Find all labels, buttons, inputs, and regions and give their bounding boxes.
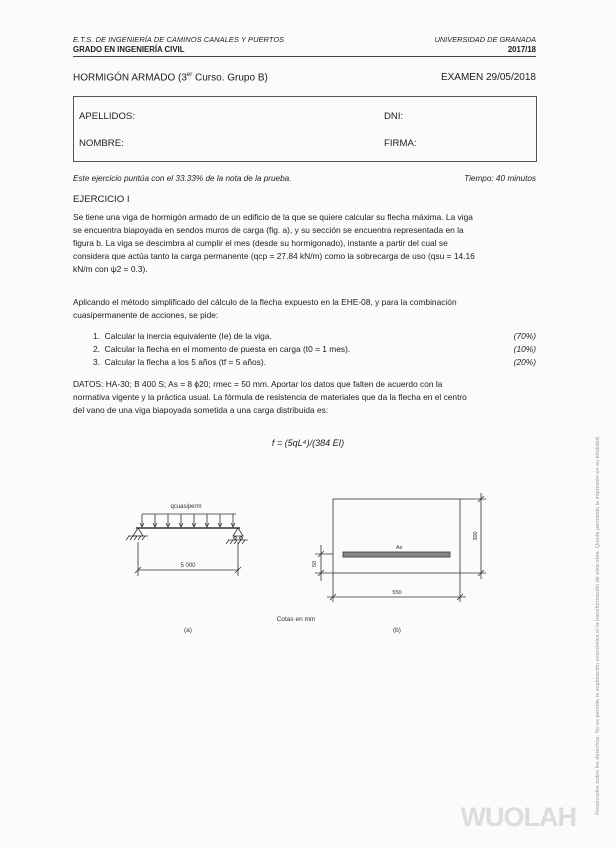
- method-paragraph: [73, 296, 536, 322]
- method-line: Aplicando el método simplificado del cálculo de la flecha expuesto en la EHE-08, y para la combinación: [73, 297, 457, 307]
- span-dimension: [135, 542, 241, 576]
- rebar-label: As: [396, 545, 403, 551]
- rights-side-note: [592, 255, 602, 815]
- data-line: DATOS: HA-30; B 400 S; As = 8 ϕ20; rmec = 50 mm. Aportar los datos que falten de acuerdo con la: [73, 379, 443, 389]
- load-label: qcuasiperm: [170, 504, 202, 510]
- intro-line: considera que actúa tanto la carga permanente (qcp = 27.84 kN/m) como la sobrecarga de uso (qsu = 14.16: [73, 251, 475, 261]
- time-limit: Tiempo: 40 minutos: [464, 174, 536, 183]
- caption-b: (b): [393, 627, 401, 634]
- intro-line: figura b. La viga se descimbra al cumplir el mes (desde su hormigonado), instante a partir del cual se: [73, 238, 448, 248]
- surname-label: APELLIDOS:: [79, 111, 135, 122]
- width-dimension: [327, 573, 466, 602]
- course-title: HORMIGÓN ARMADO (3er Curso. Grupo B): [73, 72, 268, 84]
- right-support: [226, 528, 248, 544]
- section-outline: [333, 499, 460, 573]
- task-weight: (20%): [513, 357, 536, 367]
- header-rule: [73, 56, 536, 57]
- degree-name: GRADO EN INGENIERÍA CIVIL: [73, 45, 185, 54]
- academic-year: 2017/18: [507, 45, 536, 54]
- height-label: 300: [473, 531, 479, 541]
- data-paragraph: [73, 378, 536, 417]
- data-line: del vano de una viga biapoyada sometida a una carga distribuida es:: [73, 405, 329, 415]
- grade-note: Este ejercicio puntúa con el 33.33% de la nota de la prueba.: [73, 174, 292, 183]
- university-name: UNIVERSIDAD DE GRANADA: [434, 35, 536, 44]
- section-diagram: [312, 493, 486, 602]
- exam-date: EXAMEN 29/05/2018: [440, 72, 536, 83]
- intro-line: Se tiene una viga de hormigón armado de un edificio de la que se quiere calcular su flecha máxima. La viga: [73, 212, 473, 222]
- caption-a: (a): [184, 627, 192, 634]
- span-label: 5 000: [180, 563, 196, 569]
- task-item: 2. Calcular la flecha en el momento de puesta en carga (t0 = 1 mes).: [93, 344, 351, 354]
- task-item: 1. Calcular la inercia equivalente (Ie) de la viga.: [93, 331, 272, 341]
- student-id-box: [73, 96, 537, 162]
- units-note: Cotas en mm: [276, 616, 316, 623]
- wuolah-watermark: WUOLAH: [460, 802, 576, 832]
- intro-line: se encuentra biapoyada en sendos muros de carga (fig. a), y su sección se encuentra representada en la: [73, 225, 464, 235]
- data-line: normativa vigente y la práctica usual. La fórmula de resistencia de materiales que da la flecha en el centro: [73, 392, 467, 402]
- name-label: NOMBRE:: [79, 138, 124, 149]
- task-weight: (10%): [513, 344, 536, 354]
- rebar-layer: [343, 552, 450, 557]
- left-support: [126, 528, 148, 540]
- cover-label: 50: [312, 560, 318, 568]
- width-label: 550: [392, 590, 402, 596]
- intro-paragraph: [73, 211, 536, 276]
- load-arrows: [140, 514, 235, 527]
- school-name: E.T.S. DE INGENIERÍA DE CAMINOS CANALES Y PUERTOS: [73, 35, 285, 44]
- exercise-title: EJERCICIO I: [73, 194, 130, 205]
- dni-label: DNI:: [384, 111, 404, 122]
- signature-label: FIRMA:: [384, 138, 417, 149]
- deflection-formula: f = (5qL⁴)/(384 EI): [271, 438, 345, 448]
- task-item: 3. Calcular la flecha a los 5 años (tf = 5 años).: [93, 357, 266, 367]
- method-line: cuasipermanente de acciones, se pide:: [73, 310, 219, 320]
- task-weight: (70%): [513, 331, 536, 341]
- figures: [0, 490, 616, 650]
- beam-diagram: [126, 504, 248, 576]
- rights-text: Reservados todos los derechos. No se permite la explotación económica ni la transformación de esta obra. Queda permitida la impresión en su totalidad.: [595, 435, 601, 815]
- intro-line: kN/m con ψ2 = 0.3).: [73, 264, 148, 274]
